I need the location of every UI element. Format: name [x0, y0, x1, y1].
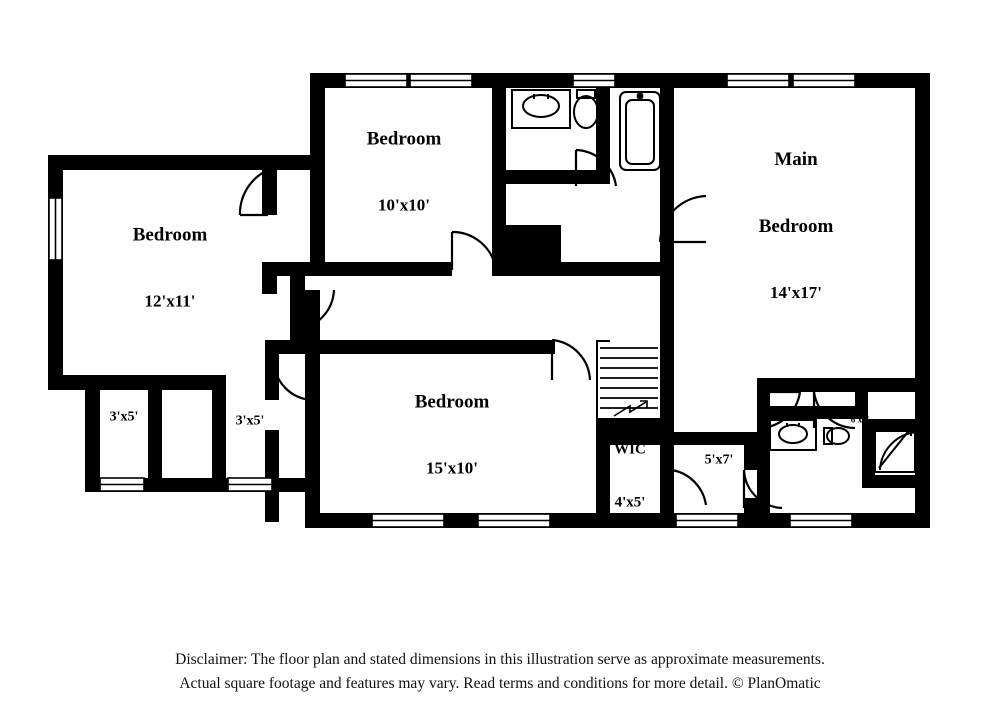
- closet-dimensions: 5'x7': [704, 452, 734, 468]
- wic-dimensions: 4'x5': [614, 494, 646, 511]
- room-name: Bedroom: [414, 391, 490, 413]
- disclaimer: [0, 648, 1000, 696]
- wic-name: WIC: [614, 441, 646, 458]
- disclaimer-line-2: Actual square footage and features may vary. Read terms and conditions for more detail. © PlanOmatic: [179, 675, 821, 693]
- room-dimensions: 15'x10': [426, 458, 478, 478]
- walls: [48, 73, 930, 528]
- wic-dimensions: 6'x2': [850, 414, 870, 425]
- room-name-line1: Main: [774, 148, 818, 170]
- room-name-line2: Bedroom: [758, 215, 834, 237]
- doors: [240, 150, 918, 508]
- room-dimensions: 14'x17': [770, 283, 822, 303]
- closet-dimensions: 3'x5': [235, 413, 265, 429]
- room-name: Bedroom: [366, 128, 442, 150]
- windows: [49, 74, 855, 527]
- wic-name: WIC: [849, 379, 871, 390]
- room-dimensions: 10'x10': [378, 195, 430, 215]
- closet-dimensions: 3'x5': [109, 409, 139, 425]
- room-name: Bedroom: [132, 224, 208, 246]
- room-dimensions: 12'x11': [144, 291, 196, 311]
- stairs: [598, 342, 660, 418]
- disclaimer-line-1: Disclaimer: The floor plan and stated dimensions in this illustration serve as approximate measurements.: [175, 651, 825, 668]
